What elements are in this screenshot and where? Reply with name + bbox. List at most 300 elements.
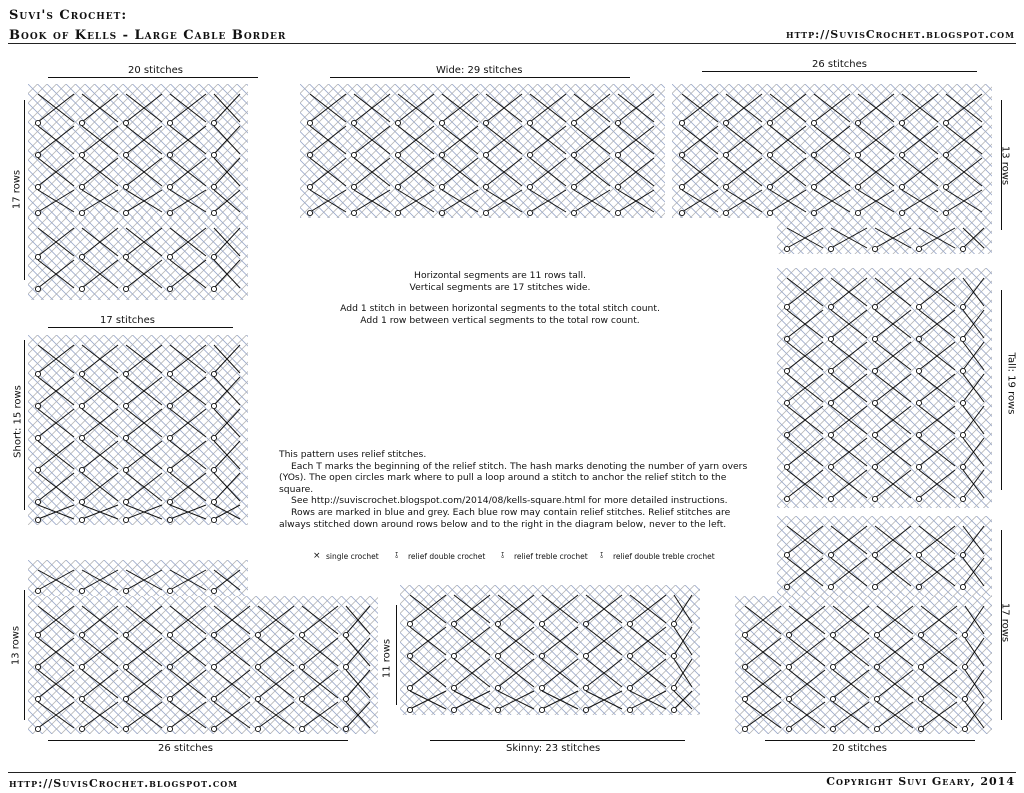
anchor-loop [767,120,772,125]
anchor-loop [483,120,488,125]
label-top-width: Wide: 29 stitches [436,65,523,76]
anchor-loop [767,152,772,157]
anchor-loop [960,432,965,437]
note-relief-link: See http://suviscrochet.blogspot.com/2014/08/kells-square.html for more detailed instructions. [291,495,728,507]
note-horizontal-segments: Horizontal segments are 11 rows tall. [414,270,586,281]
note-relief-intro: This pattern uses relief stitches. [279,449,427,460]
anchor-loop [899,210,904,215]
anchor-loop [351,152,356,157]
anchor-loop [916,584,921,589]
anchor-loop [828,584,833,589]
anchor-loop [79,517,84,522]
anchor-loop [35,403,40,408]
anchor-loop [960,246,965,251]
anchor-loop [872,336,877,341]
legend-sc-label: single crochet [326,552,379,561]
anchor-loop [874,632,879,637]
anchor-loop [874,696,879,701]
anchor-loop [872,496,877,501]
anchor-loop [784,496,789,501]
anchor-loop [167,696,172,701]
note-relief-rows: Rows are marked in blue and grey. Each blue row may contain relief stitches. Relief stitches are always stitched down around rows below and to the right in the diagram below, never to the left. [279,506,731,530]
anchor-loop [583,653,588,658]
legend-rtc-label: relief treble crochet [514,552,588,561]
footer-copyright: Copyright Suvi Geary, 2014 [826,775,1015,788]
anchor-loop [439,210,444,215]
anchor-loop [395,120,400,125]
anchor-loop [671,653,676,658]
anchor-loop [784,464,789,469]
anchor-loop [35,435,40,440]
label-tr-height: 13 rows [999,145,1011,186]
anchor-loop [874,726,879,731]
chart-top-left [28,84,248,218]
anchor-loop [679,210,684,215]
anchor-loop [495,653,500,658]
anchor-loop [79,120,84,125]
cable-overlay [28,560,248,596]
anchor-loop [872,552,877,557]
anchor-loop [167,210,172,215]
anchor-loop [918,726,923,731]
chart-top-wide [300,84,665,218]
anchor-loop [307,120,312,125]
anchor-loop [571,184,576,189]
dim-line-left-height [24,340,25,510]
anchor-loop [167,726,172,731]
anchor-loop [299,696,304,701]
anchor-loop [916,464,921,469]
anchor-loop [123,403,128,408]
label-tl-height: 17 rows [11,169,23,210]
anchor-loop [35,726,40,731]
anchor-loop [615,152,620,157]
anchor-loop [211,184,216,189]
anchor-loop [79,184,84,189]
anchor-loop [916,336,921,341]
anchor-loop [918,664,923,669]
anchor-loop [671,685,676,690]
anchor-loop [35,632,40,637]
anchor-loop [539,621,544,626]
anchor-loop [615,120,620,125]
relief-notes [279,449,749,530]
anchor-loop [872,304,877,309]
anchor-loop [962,696,967,701]
anchor-loop [451,621,456,626]
anchor-loop [343,664,348,669]
anchor-loop [35,210,40,215]
anchor-loop [899,152,904,157]
anchor-loop [571,152,576,157]
anchor-loop [35,286,40,291]
anchor-loop [351,184,356,189]
anchor-loop [539,707,544,712]
anchor-loop [855,120,860,125]
anchor-loop [828,464,833,469]
cable-overlay [777,218,992,254]
anchor-loop [527,210,532,215]
anchor-loop [828,336,833,341]
anchor-loop [307,210,312,215]
anchor-loop [79,210,84,215]
anchor-loop [679,184,684,189]
note-relief-t: Each T marks the beginning of the relief stitch. The hash marks denoting the number of yarn overs (YOs). The open circles mark where to pull a loop around a stitch to anchor the relief stitch to the square. [279,460,748,495]
anchor-loop [723,152,728,157]
anchor-loop [451,707,456,712]
anchor-loop [79,588,84,593]
anchor-loop [527,184,532,189]
anchor-loop [960,304,965,309]
anchor-loop [872,400,877,405]
anchor-loop [539,685,544,690]
anchor-loop [960,552,965,557]
anchor-loop [123,286,128,291]
anchor-loop [483,184,488,189]
legend-rdtc-label: relief double treble crochet [613,552,715,561]
chart-bottom-right [735,596,992,734]
anchor-loop [395,184,400,189]
anchor-loop [916,432,921,437]
anchor-loop [784,432,789,437]
chart-top-left-leg [28,218,248,300]
anchor-loop [79,254,84,259]
anchor-loop [79,696,84,701]
anchor-loop [35,184,40,189]
anchor-loop [211,664,216,669]
label-bl-width: 26 stitches [158,743,213,754]
anchor-loop [784,552,789,557]
anchor-loop [123,254,128,259]
note-vertical-segments: Vertical segments are 17 stitches wide. [409,281,591,293]
anchor-loop [786,664,791,669]
anchor-loop [527,152,532,157]
anchor-loop [299,632,304,637]
anchor-loop [123,664,128,669]
anchor-loop [395,152,400,157]
anchor-loop [167,403,172,408]
anchor-loop [123,632,128,637]
header-url: http://SuvisCrochet.blogspot.com [785,28,1015,41]
anchor-loop [35,152,40,157]
anchor-loop [874,664,879,669]
anchor-loop [79,403,84,408]
dim-line-bl-height [24,590,25,720]
anchor-loop [786,632,791,637]
anchor-loop [167,152,172,157]
anchor-loop [407,653,412,658]
label-bl-height: 13 rows [10,625,22,666]
dim-line-right-height [1001,290,1002,490]
chart-bottom-left-leg [28,560,248,596]
anchor-loop [723,210,728,215]
anchor-loop [830,696,835,701]
anchor-loop [35,696,40,701]
anchor-loop [211,254,216,259]
anchor-loop [943,152,948,157]
label-left-height: Short: 15 rows [12,385,24,458]
chart-left-short [28,335,248,525]
anchor-loop [828,432,833,437]
anchor-loop [167,254,172,259]
anchor-loop [211,120,216,125]
anchor-loop [679,120,684,125]
anchor-loop [351,120,356,125]
anchor-loop [583,621,588,626]
dim-line-bottom-height [396,605,397,705]
anchor-loop [539,653,544,658]
anchor-loop [35,120,40,125]
anchor-loop [123,726,128,731]
anchor-loop [211,435,216,440]
anchor-loop [916,400,921,405]
anchor-loop [79,152,84,157]
anchor-loop [167,120,172,125]
anchor-loop [167,435,172,440]
cable-overlay [400,585,700,715]
label-right-height: Tall: 19 rows [1005,352,1017,415]
anchor-loop [123,210,128,215]
cable-overlay [300,84,665,218]
anchor-loop [211,467,216,472]
cable-overlay [28,596,378,734]
chart-top-right-leg [777,218,992,254]
cable-overlay [28,84,248,218]
anchor-loop [962,726,967,731]
anchor-loop [123,696,128,701]
legend-rdtc-icon: ⫱ [600,551,604,561]
anchor-loop [899,120,904,125]
anchor-loop [167,632,172,637]
anchor-loop [439,120,444,125]
anchor-loop [167,467,172,472]
anchor-loop [960,464,965,469]
anchor-loop [828,552,833,557]
anchor-loop [916,368,921,373]
anchor-loop [811,210,816,215]
anchor-loop [872,432,877,437]
anchor-loop [483,152,488,157]
anchor-loop [830,664,835,669]
anchor-loop [495,707,500,712]
anchor-loop [35,588,40,593]
legend-rdc-label: relief double crochet [408,552,486,561]
anchor-loop [784,368,789,373]
anchor-loop [255,696,260,701]
anchor-loop [960,336,965,341]
anchor-loop [627,653,632,658]
anchor-loop [255,664,260,669]
anchor-loop [916,552,921,557]
anchor-loop [767,210,772,215]
anchor-loop [211,403,216,408]
anchor-loop [828,246,833,251]
dim-line-tl-height [24,100,25,280]
anchor-loop [451,653,456,658]
anchor-loop [123,435,128,440]
anchor-loop [583,685,588,690]
anchor-loop [767,184,772,189]
anchor-loop [495,621,500,626]
anchor-loop [899,184,904,189]
chart-bottom-right-leg [777,516,992,596]
anchor-loop [167,499,172,504]
anchor-loop [627,621,632,626]
anchor-loop [918,696,923,701]
cable-overlay [777,268,992,508]
anchor-loop [35,499,40,504]
anchor-loop [211,632,216,637]
dim-line-tr-width [702,71,977,72]
anchor-loop [79,726,84,731]
cable-overlay [28,335,248,525]
anchor-loop [79,435,84,440]
anchor-loop [828,400,833,405]
anchor-loop [723,184,728,189]
dim-line-left-width [48,327,233,328]
legend-rtc-icon: ⫱ [501,551,505,561]
anchor-loop [35,664,40,669]
anchor-loop [343,726,348,731]
anchor-loop [123,517,128,522]
anchor-loop [343,696,348,701]
anchor-loop [916,496,921,501]
anchor-loop [830,726,835,731]
label-tr-width: 26 stitches [812,59,867,70]
anchor-loop [483,210,488,215]
anchor-loop [123,371,128,376]
anchor-loop [784,400,789,405]
anchor-loop [960,584,965,589]
chart-bottom-left [28,596,378,734]
anchor-loop [451,685,456,690]
anchor-loop [943,210,948,215]
label-left-width: 17 stitches [100,315,155,326]
anchor-loop [79,467,84,472]
anchor-loop [167,184,172,189]
anchor-loop [439,152,444,157]
anchor-loop [527,120,532,125]
anchor-loop [960,496,965,501]
anchor-loop [255,726,260,731]
note-add-row: Add 1 row between vertical segments to the total row count. [360,314,640,326]
anchor-loop [439,184,444,189]
anchor-loop [583,707,588,712]
chart-bottom-skinny [400,585,700,715]
anchor-loop [627,685,632,690]
anchor-loop [679,152,684,157]
anchor-loop [343,632,348,637]
anchor-loop [786,726,791,731]
anchor-loop [571,120,576,125]
anchor-loop [943,184,948,189]
anchor-loop [786,696,791,701]
pattern-title: Book of Kells - Large Cable Border [9,28,287,43]
anchor-loop [407,707,412,712]
anchor-loop [167,664,172,669]
footer-rule [8,772,1016,773]
anchor-loop [872,368,877,373]
anchor-loop [211,588,216,593]
anchor-loop [742,632,747,637]
anchor-loop [811,152,816,157]
anchor-loop [123,120,128,125]
cable-overlay [672,84,992,218]
anchor-loop [35,371,40,376]
anchor-loop [123,467,128,472]
anchor-loop [828,496,833,501]
chart-top-right [672,84,992,218]
anchor-loop [742,664,747,669]
brand-title: Suvi's Crochet: [9,8,128,23]
anchor-loop [811,120,816,125]
dim-line-top-width [330,77,630,78]
anchor-loop [723,120,728,125]
anchor-loop [571,210,576,215]
footer-url: http://SuvisCrochet.blogspot.com [9,777,239,790]
anchor-loop [123,499,128,504]
anchor-loop [211,517,216,522]
anchor-loop [872,246,877,251]
anchor-loop [960,400,965,405]
anchor-loop [79,371,84,376]
anchor-loop [495,685,500,690]
anchor-loop [123,184,128,189]
label-bottom-height: 11 rows [381,638,393,679]
anchor-loop [255,632,260,637]
anchor-loop [211,210,216,215]
anchor-loop [167,371,172,376]
cable-overlay [777,516,992,596]
anchor-loop [167,588,172,593]
anchor-loop [828,304,833,309]
anchor-loop [79,632,84,637]
anchor-loop [167,286,172,291]
dim-line-br-width [765,740,975,741]
anchor-loop [811,184,816,189]
anchor-loop [671,621,676,626]
label-br-height: 17 rows [999,602,1011,643]
anchor-loop [855,210,860,215]
anchor-loop [742,726,747,731]
anchor-loop [916,246,921,251]
cable-overlay [735,596,992,734]
anchor-loop [962,664,967,669]
dim-line-bottom-width [430,740,685,741]
dim-line-tl-width [48,77,258,78]
anchor-loop [872,584,877,589]
anchor-loop [211,696,216,701]
cable-overlay [28,218,248,300]
anchor-loop [627,707,632,712]
anchor-loop [211,152,216,157]
anchor-loop [916,304,921,309]
anchor-loop [784,336,789,341]
anchor-loop [784,584,789,589]
anchor-loop [407,621,412,626]
label-br-width: 20 stitches [832,743,887,754]
anchor-loop [943,120,948,125]
anchor-loop [79,499,84,504]
anchor-loop [35,254,40,259]
note-add-stitch: Add 1 stitch in between horizontal segments to the total stitch count. [340,303,660,315]
anchor-loop [784,246,789,251]
anchor-loop [307,184,312,189]
anchor-loop [918,632,923,637]
segment-notes [330,270,670,326]
anchor-loop [211,726,216,731]
anchor-loop [960,368,965,373]
